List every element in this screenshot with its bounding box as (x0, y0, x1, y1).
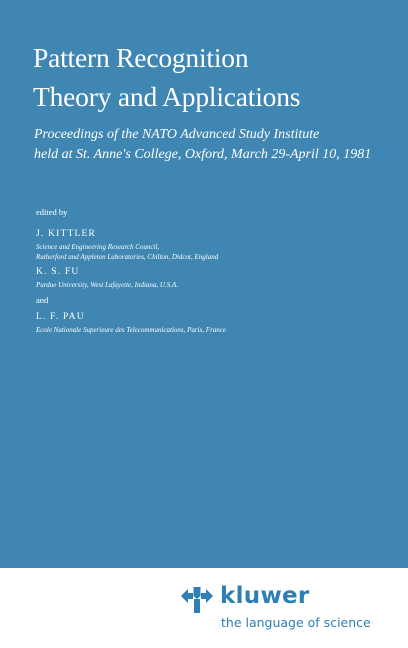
affiliation-line: Rutherford and Appleton Laboratories, Chilton, Didcot, England (36, 253, 219, 261)
edited-by-label: edited by (36, 207, 68, 217)
book-title (33, 38, 300, 116)
editor-name-kittler: J. KITTLER (36, 229, 97, 239)
affiliation-line: Purdue University, West Lafayette, Indiana, U.S.A. (36, 281, 178, 289)
affiliation-line: Science and Engineering Research Council, (36, 243, 160, 251)
publisher-name: kluwer (220, 583, 310, 609)
editor-affiliation-fu (36, 280, 178, 290)
publisher-tagline: the language of science (221, 615, 371, 630)
book-subtitle (34, 125, 371, 165)
subtitle-line-1: Proceedings of the NATO Advanced Study Institute (34, 127, 320, 142)
and-label: and (36, 295, 49, 305)
subtitle-line-2: held at St. Anne's College, Oxford, March 29-April 10, 1981 (34, 147, 372, 162)
editor-affiliation-kittler (36, 242, 218, 262)
editor-name-pau: L. F. PAU (36, 312, 85, 322)
editor-name-fu: K. S. FU (36, 267, 80, 277)
title-line-2: Theory and Applications (33, 81, 301, 112)
editor-affiliation-pau (36, 325, 226, 335)
affiliation-line: Ecole Nationale Superieure des Telecommunications, Paris, France (36, 326, 227, 334)
kluwer-logo-icon (179, 586, 215, 614)
title-line-1: Pattern Recognition (33, 42, 249, 73)
